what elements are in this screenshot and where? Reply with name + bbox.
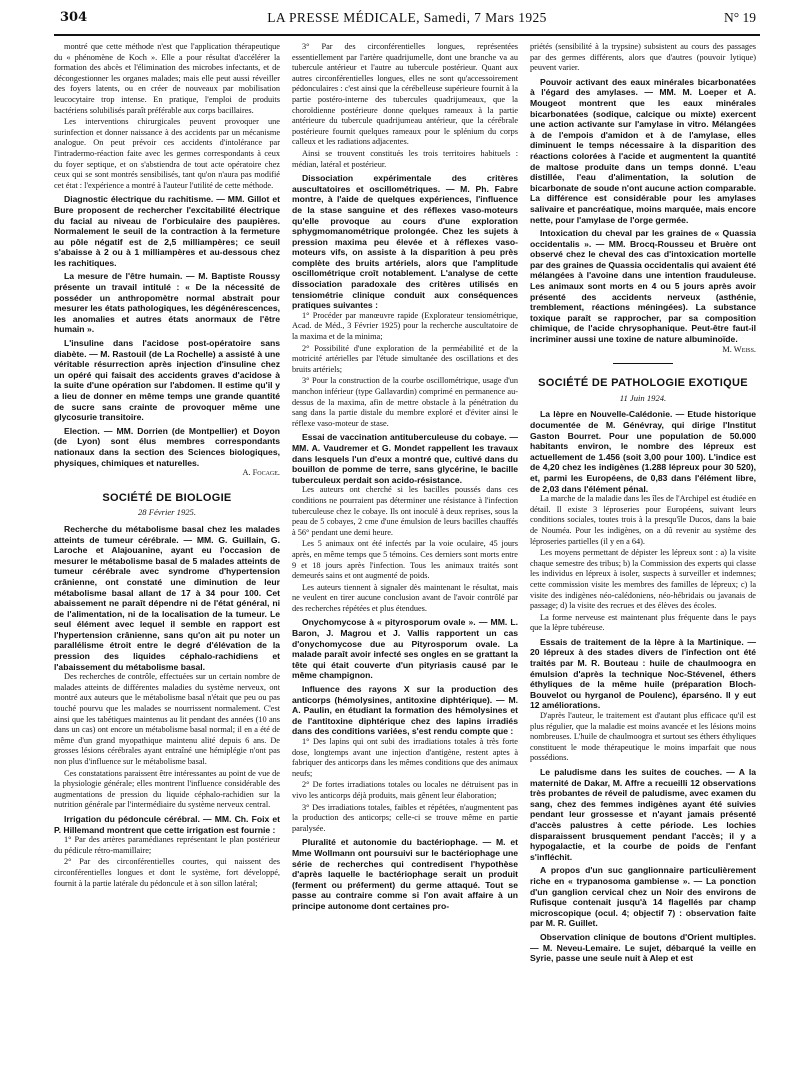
paragraph: Des recherches de contrôle, effectuées sur un certain nombre de malades atteints de différentes maladies du système nerveux, ont montré aux auteurs que le métabolisme basal n'était que peu ou pas touché pourvu que les malades se nourrissent normalement. C'est ainsi que les tabétiques maintenus au lit pendant des années (10 ans dans un cas) ont encore un métabolisme basal normal; il en a été de même d'un grand myopathique maintenu alité depuis 6 ans. De grosses lésions cérébrales ayant entraîné une hémiplégie n'ont pas non plus d'influence sur le métabolisme basal.: [54, 672, 280, 766]
paragraph: 3° Par des circonférentielles longues, représentées essentiellement par l'artère quadrijumelle, dont une branche va au tubercule antérieur et l'autre au tubercule postérieur. Quant aux autres circonférentielles longues, elles ne sont qu'accessoirement pédonculaires : c'est ainsi que la cérébelleuse supérieure fournit à la partie postéro-interne des tubercules quadrijumeaux, que la choroïdienne postérieure donne quelques rameaux à la partie antérieure du tubercule quadrijumeau antérieur, que la cérébrale postérieure fournit quelques rameaux pour le splénium du corps calleux et les radiations adjacentes.: [292, 42, 518, 147]
article-heading: Essai de vaccination antituberculeuse du cobaye. — MM. A. Vaudremer et G. Mondet rappellent les travaux dans lesquels l'un d'eux a montré que, cultivé dans du bouillon de pomme de terre, sans glycérine, le bacille tuberculeux perdait son acido-résistance.: [292, 432, 518, 485]
article-heading: Irrigation du pédoncule cérébral. — MM. Ch. Foix et P. Hillemand montrent que cette irrigation est fournie :: [54, 813, 280, 835]
paragraph: Les 5 animaux ont été infectés par la voie oculaire, 45 jours après, en même temps que 5 témoins. Ces derniers sont morts entre 9 et 18 jours après l'infection. Tous les animaux traités sont demeurés sains et ont augmenté de poids.: [292, 539, 518, 581]
section-date: 28 Février 1925.: [138, 507, 196, 518]
article-heading: Intoxication du cheval par les graines de « Quassia occidentalis ». — MM. Brocq-Rousseu et Bruère ont observé chez le cheval des cas d'intoxication mortelle par des graines de Quassia occidentalis qui avaient été mélangées à l'avoine dans une intention frauduleuse. Les animaux sont morts en 4 ou 5 jours après avoir présenté des accidents nerveux (asthénie, tremblement, réactions méningées). La substance toxique paraît se rapprocher, par sa composition chimique, de l'acide chrysophanique. Peut-être faut-il incriminer aussi une toxine de nature albuminoïde.: [530, 228, 756, 345]
signature: M. Weiss.: [722, 344, 756, 354]
text-columns: [54, 42, 760, 1062]
paragraph: 2° Possibilité d'une exploration de la perméabilité et de la motricité artérielles par l'étude simultanée des oscillations et des bruits artériels;: [292, 343, 518, 374]
article-heading: Observation clinique de boutons d'Orient multiples. — M. Neveu-Lemaire. Le sujet, débarqué la veille en Syrie, passe une seule nuit à Alep et est: [530, 931, 756, 964]
article-heading: Essais de traitement de la lèpre à la Martinique. — 20 lépreux à des stades divers de l'infection ont été traités par M. R. Bouteau : huile de chaulmoogra en émulsion d'après la technique Noc-Stévenel, éthers éthyliques de la même huile (préparation Bloch-Bouvelot ou hyrganol de Poulenc), éparséno. Il y eut 12 améliorations.: [530, 636, 756, 711]
newspaper-page: [0, 10, 800, 1082]
article-heading: Recherche du métabolisme basal chez les malades atteints de tumeur cérébrale. — MM. G. Guillain, G. Laroche et Alajouanine, ayant eu l'occasion de mesurer le métabolisme basal de 5 malades atteints de tumeur cérébrale avec syndrome d'hypertension crânienne, ont constaté une diminution de leur métabolisme basal allant de 17 à 34 pour 100. Cet abaissement ne paraît dépendre ni de l'état général, ni de l'alimentation, ni de la localisation de la tumeur. Le seul élément avec lequel il semble en rapport est l'hypertension crânienne, sans qu'on ait pu noter un parallélisme étroit entre le degré d'élévation de la pression des liquides céphalo-rachidiens et l'abaissement du métabolisme basal.: [54, 523, 280, 672]
paragraph: Les auteurs tiennent à signaler dès maintenant le résultat, mais ne veulent en tirer aucune conclusion avant de l'avoir contrôlé par des recherches répétées et plus étendues.: [292, 582, 518, 613]
section-heading: SOCIÉTÉ DE PATHOLOGIE EXOTIQUE: [538, 377, 748, 390]
column-1: [54, 42, 280, 1062]
journal-title: LA PRESSE MÉDICALE, Samedi, 7 Mars 1925: [267, 10, 547, 25]
paragraph: 2° Par des circonférentielles courtes, qui naissent des circonférentielles longues et dont le système, fort développé, fournit à la partie latérale du pédoncule et à son sillon latéral;: [54, 857, 280, 888]
column-2: [292, 42, 518, 1062]
paragraph: D'après l'auteur, le traitement est d'autant plus efficace qu'il est plus régulier, que la maladie est moins avancée et les lésions moins nombreuses. L'huile de chaulmoogra et surtout ses éthers éthyliques constituent le mode thérapeutique le moins imparfait que nous possédions.: [530, 711, 756, 763]
paragraph: Les auteurs ont cherché si les bacilles poussés dans ces conditions ne pourraient pas déterminer une résistance à l'infection tuberculeuse chez le cobaye. Ils ont inoculé à deux reprises, sous la peau de 5 cobayes, 2 cme d'une émulsion de leurs bacilles chauffés à 56° pendant une demi heure.: [292, 485, 518, 537]
column-3: [530, 42, 756, 1062]
article-heading: Onychomycose à « pityrosporum ovale ». — MM. L. Baron, J. Magrou et J. Vallis rapportent un cas d'onychomycose due au Pityrosporum ovale. La malade paraît avoir infecté ses ongles en se grattant la tête qui était couverte d'un pityriasis causé par le même champignon.: [292, 617, 518, 681]
paragraph: 1° Procéder par manœuvre rapide (Explorateur tensiométrique, Acad. de Méd., 3 Février 1925) pour la recherche auscultatoire de la maxima et de la minima;: [292, 310, 518, 342]
paragraph: 1° Des lapins qui ont subi des irradiations totales à très forte dose, longtemps avant une injection d'antigène, restent aptes à fabriquer des anticorps dans les mêmes conditions que des animaux neufs;: [292, 737, 518, 778]
paragraph: priétés (sensibilité à la trypsine) subsistent au cours des passages par des germes différents, alors que d'autres (pouvoir lytique) peuvent varier.: [530, 42, 756, 73]
paragraph: 3° Des irradiations totales, faibles et répétées, n'augmentent pas la production des anticorps; celle-ci se trouve même en partie paralysée.: [292, 802, 518, 833]
paragraph: La marche de la maladie dans les îles de l'Archipel est étudiée en détail. Il existe 3 léproseries pour Européens, suivant leurs conditions sociales, toutes trois à la presqu'île Ducos, dans la baie de Nouméa. Pour les indigènes, on a dû revenir au système des léproseries partielles (il y en a 64).: [530, 494, 756, 546]
article-heading: Election. — MM. Dorrien (de Montpellier) et Doyon (de Lyon) sont élus membres correspondants nationaux dans la section des Sciences biologiques, physiques, chimiques et naturelles.: [54, 425, 280, 468]
section-divider: [613, 363, 673, 364]
paragraph: 2° De fortes irradiations totales ou locales ne détruisent pas in vivo les anticorps déjà produits, mais gênent leur élaboration;: [292, 780, 518, 800]
article-heading: Pouvoir activant des eaux minérales bicarbonatées à l'égard des amylases. — MM. M. Loeper et A. Mougeot montrent que les eaux minérales bicarbonatées (sodique, calcique ou mixte) exercent une action activante sur l'amylase in vitro. Mélangées à de l'empois d'amidon et à de l'amylase, elles diminuent le temps nécessaire à la disparition des réactions colorées à l'acide et augmentent la quantité de maltose produite dans un temps donné. L'eau distillée, l'eau d'alimentation, la solution de bicarbonate de soude n'ont aucune action comparable. La différence est considérable pour les amylases salivaire et pancréatique, moins marquée, mais encore nette, pour l'amylase de l'orge germée.: [530, 76, 756, 225]
paragraph: Les moyens permettant de dépister les lépreux sont : a) la visite chaque semestre des tribus; b) la Commission des experts qui classe les individus en lépreux à isoler, suspects à surveiller et indemnes; cette commission visite les membres des familles de lépreux; c) la visite des indigènes néo-calédoniens, néo-hébridais ou javanais de passage; d) la visite des recrues et des élèves des écoles.: [530, 548, 756, 611]
paragraph: Les interventions chirurgicales peuvent provoquer une surinfection et donner naissance à des accidents par un mécanisme analogue. On peut prévoir ces accidents d'intolérance par l'intradermo-réaction faite avec les germes correspondants à ceux du foyer septique, et on s'abstiendra de tout acte opératoire chez ceux qui se sont montrés sensibilisés, tant qu'on n'aura pas modifié cet état : l'expérience a montré à l'auteur l'utilité de cette méthode.: [54, 117, 280, 190]
signature: A. Focage.: [242, 468, 280, 478]
article-heading: A propos d'un suc ganglionnaire particulièrement riche en « trypanosoma gambiense ». — La ponction d'un ganglion cervical chez un Noir des environs de Rufisque contenait jusqu'à 14 flagellés par champ microscopique (ocul. 4; objectif 7) : observation faite par M. R. Guillet.: [530, 865, 756, 929]
paragraph: montré que cette méthode n'est que l'application thérapeutique du « phénomène de Koch ». Elle a pour résultat d'accélérer la formation des abcès et l'élimination des microbes infectants, et de décongestionner les organes malades; mais elle peut aussi réveiller des foyers latents, ou en créer de nouveaux par mobilisation leucocytaire trop intense. En pratique, l'emploi de produits bactériens solubilisés paraît préférable aux corps bacillaires.: [54, 42, 280, 115]
article-heading: Dissociation expérimentale des critères auscultatoires et oscillométriques. — M. Ph. Fabre montre, à l'aide de quelques expériences, l'influence de la stase sanguine et des réflexes vaso-moteurs qu'elle provoque au cours d'une exploration sphygmomanométrique prolongée. Chez les sujets à pression maxima peu élevée et à réflexes vaso-moteurs vifs, on assiste à la disparition à peu près complète des bruits artériels, alors que l'amplitude oscillométrique croît notablement. L'analyse de cette dissociation paradoxale des critères utilisés en tensiométrie clinique conduit aux conséquences pratiques suivantes :: [292, 173, 518, 311]
issue-number: N° 19: [723, 10, 756, 25]
article-heading: La mesure de l'être humain. — M. Baptiste Roussy présente un travail intitulé : « De la nécessité de posséder un anthropomètre normal abstrait pour mesurer les états pathologiques, les dégénérescences, les anomalies et autres états anormaux de l'être humain ».: [54, 271, 280, 335]
paragraph: Ainsi se trouvent constitués les trois territoires habituels : médian, latéral et postérieur.: [292, 148, 518, 169]
article-heading: Le paludisme dans les suites de couches. — A la maternité de Dakar, M. Affre a recueilli 12 observations très probantes de réveil de paludisme, avec examen du sang, chez des femmes indigènes ayant été suivies pendant leur grossesse et n'ayant jamais présenté d'accès palustres à cette période. Les lochies disparaissent brusquement pendant l'accès; il y a hypogalactie, et la courbe de poids de l'enfant s'infléchit.: [530, 767, 756, 862]
article-heading: L'insuline dans l'acidose post-opératoire sans diabète. — M. Rastouil (de La Rochelle) a assisté à une véritable résurrection après injection d'insuline chez un opéré qui faisait des accidents graves d'acidose à la suite d'une opération sur l'abdomen. Il estime qu'il y a lieu de donner en même temps une grande quantité de sucre sans crainte de provoquer même une glycosurie transitoire.: [54, 338, 280, 423]
paragraph: Ces constatations paraissent être intéressantes au point de vue de la physiologie générale; elles montrent l'influence considérable des augmentations de pression du liquide céphalo-rachidien sur la nutrition générale par l'intermédiaire du système nerveux central.: [54, 768, 280, 810]
paragraph: La forme nerveuse est maintenant plus fréquente dans le pays que la lèpre tubéreuse.: [530, 612, 756, 633]
article-heading: Influence des rayons X sur la production des anticorps (hémolysines, antitoxine diphtérique). — M. A. Paulin, en étudiant la formation des hémolysines et de l'antitoxine diphtérique chez des lapins irradiés dans des conditions variées, s'est rendu compte que :: [292, 684, 518, 737]
article-heading: Pluralité et autonomie du bactériophage. — M. et Mme Wollmann ont poursuivi sur le bactériophage une série de recherches qui contredisent l'hypothèse d'après laquelle le bactériophage serait un produit (ferment ou préferment) du germe attaqué. Tout se passe au contraire comme si l'on avait affaire à un principe autonome dont certaines pro-: [292, 837, 518, 911]
article-heading: Diagnostic électrique du rachitisme. — MM. Gillot et Bure proposent de rechercher l'excitabilité électrique du facial au niveau de l'orbiculaire des paupières. Normalement le seuil de la contraction à la fermeture au pôle négatif est de 2,5 milliampères; ce seuil s'abaisse à 2 ou à 1 milliampères et au-dessous chez les rachitiques.: [54, 194, 280, 268]
section-date: 11 Juin 1924.: [619, 392, 667, 403]
paragraph: 1° Par des artères paramédianes représentant le plan postérieur du pédicule rétro-mamillaire;: [54, 835, 280, 855]
paragraph: 3° Pour la construction de la courbe oscillométrique, usage d'un manchon inférieur (type Gallavardin) comprimé en permanence au-dessus de la maxima, afin de mettre obstacle à la pénétration du sang dans la partie distale du membre exploré et d'éviter ainsi le réflexe vaso-moteur de stase.: [292, 376, 518, 428]
page-header: [54, 10, 760, 34]
page-number: 304: [60, 10, 88, 25]
header-rule: [54, 34, 760, 36]
section-heading: SOCIÉTÉ DE BIOLOGIE: [102, 491, 232, 504]
article-heading: La lèpre en Nouvelle-Calédonie. — Etude historique documentée de M. Génévray, qui dirige l'Institut Gaston Bourret. Pour une population de 50.000 habitants environ, le nombre des lépreux est actuellement de 1.456 (soit 3,00 pour 100). L'indice est de 4,20 chez les indigènes (1.288 lépreux pour 30 520), et, parmi les Européens, de 0,83 dans l'élément libre, de 2,03 dans l'élément pénal.: [530, 409, 756, 494]
